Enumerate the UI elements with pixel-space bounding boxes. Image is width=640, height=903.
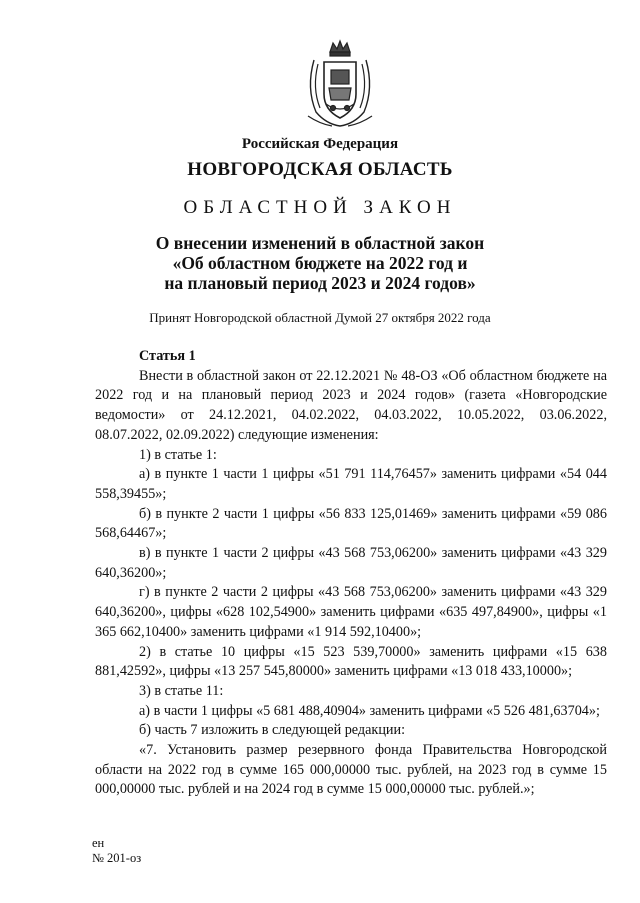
law-paragraph: в) в пункте 1 части 2 цифры «43 568 753,06200» заменить цифрами «43 329 640,36200»; [95, 545, 607, 581]
coat-of-arms-icon [300, 38, 380, 130]
law-paragraph: Внести в областной закон от 22.12.2021 № 48-ОЗ «Об областном бюджете на 2022 год и на плановый период 2023 и 2024 годов» (газета «Новгородские ведомости» от 24.12.2021, 04.02.2022, 04.03.2022, 10.05.2022, 03.06.2022, 08.07.2022, 02.09.2022) следующие изменения: [95, 367, 607, 443]
law-paragraph: б) часть 7 изложить в следующей редакции: [139, 722, 406, 739]
law-paragraph: 2) в статье 10 цифры «15 523 539,70000» заменить цифрами «15 638 881,42592», цифры «13 257 545,80000» заменить цифрами «13 018 433,10000»; [95, 643, 607, 680]
adoption-note: Принят Новгородской областной Думой 27 октября 2022 года [149, 310, 491, 325]
federation-heading: Российская Федерация [241, 136, 399, 152]
executor-initials: ен [92, 836, 105, 850]
law-paragraph: 1) в статье 1: [139, 446, 217, 463]
law-title [0, 233, 640, 293]
law-paragraph: а) в части 1 цифры «5 681 488,40904» заменить цифрами «5 526 481,63704»; [139, 702, 600, 719]
law-title-line: О внесении изменений в областной закон [155, 233, 485, 253]
law-paragraph: г) в пункте 2 части 2 цифры «43 568 753,06200» заменить цифрами «43 329 640,36200», цифры «628 102,54900» заменить цифрами «635 497,84900», цифры «1 365 662,10400» заменить цифрами «1 914 592,10400»; [95, 584, 607, 640]
law-body [95, 347, 607, 800]
region-heading: НОВГОРОДСКАЯ ОБЛАСТЬ [187, 159, 453, 180]
law-paragraph: б) в пункте 2 части 1 цифры «56 833 125,01469» заменить цифрами «59 086 568,64467»; [95, 505, 607, 542]
law-paragraph: а) в пункте 1 части 1 цифры «51 791 114,76457» заменить цифрами «54 044 558,39455»; [95, 466, 607, 502]
law-paragraph: «7. Установить размер резервного фонда Правительства Новгородской области на 2022 год в сумме 165 000,00000 тыс. рублей, на 2023 год в сумме 15 000,00000 тыс. рублей и на 2024 год в сумме 15 000,00000 тыс. рублей.»; [95, 742, 607, 798]
law-title-line: на плановый период 2023 и 2024 годов» [164, 273, 476, 293]
law-paragraph: 3) в статье 11: [139, 682, 224, 699]
law-number: № 201-оз [92, 851, 142, 865]
article-heading: Статья 1 [139, 348, 196, 364]
law-type-heading: ОБЛАСТНОЙ ЗАКОН [183, 197, 457, 218]
document-marks [92, 836, 141, 866]
law-title-line: «Об областном бюджете на 2022 год и [172, 253, 468, 273]
